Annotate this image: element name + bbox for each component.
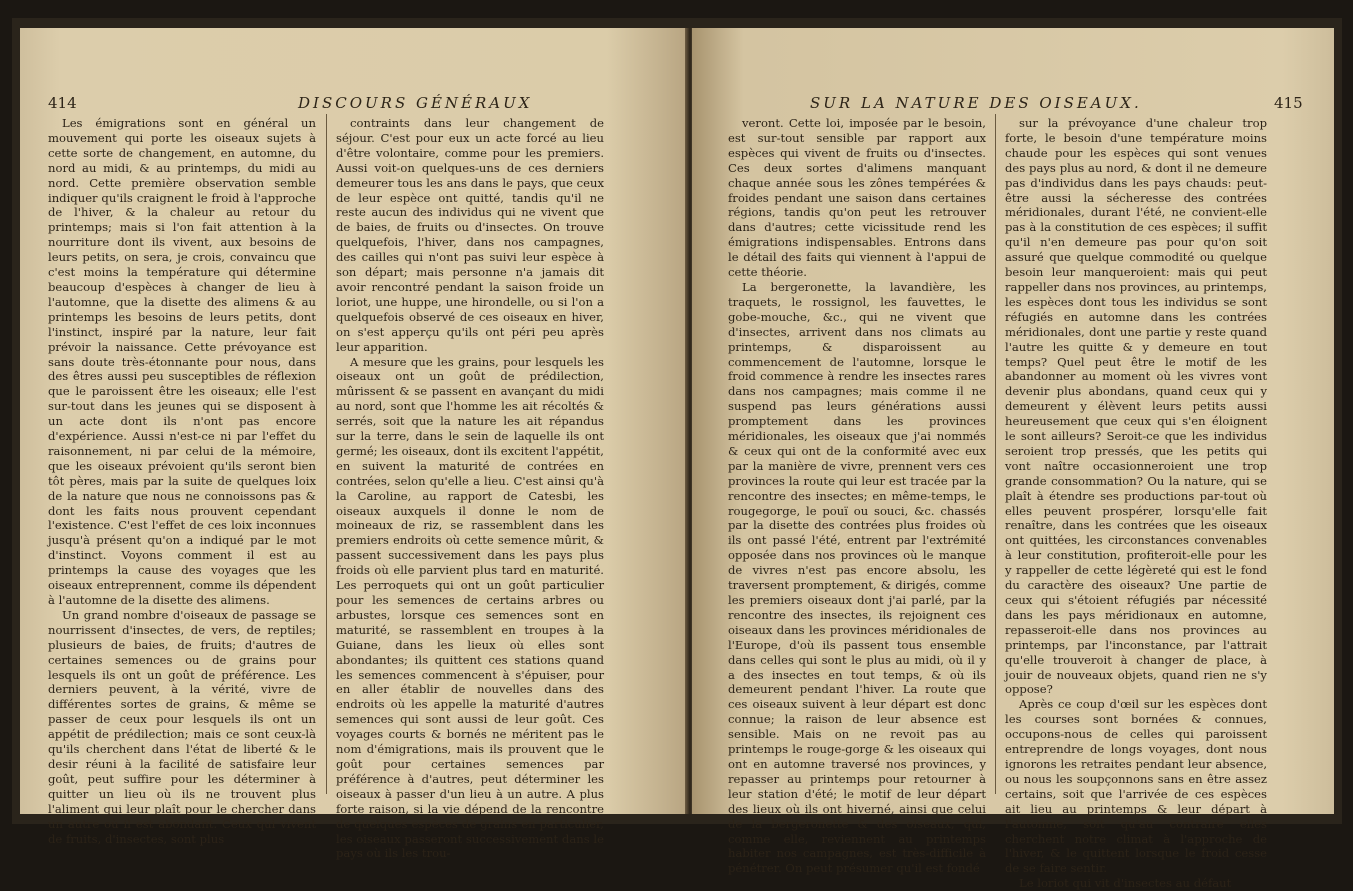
left-column-2 <box>336 116 604 861</box>
right-page <box>692 28 1334 891</box>
paragraph: Les émigrations sont en général un mouvement qui porte les oiseaux sujets à cette sorte de changement, en automne, du nord au midi, & au printemps, du midi au nord. Cette première observation semble indiquer qu'ils craignent le froid à l'approche de l'hiver, & la chaleur au retour du printemps; mais si l'on fait attention à la nourriture dont ils vivent, aux besoins de leurs petits, on sera, je crois, convaincu que c'est moins la température qui détermine beaucoup d'espèces à changer de lieu à l'automne, que la disette des alimens & au printemps les besoins de leurs petits, dont l'instinct, inspiré par la nature, leur fait prévoir la naissance. Cette prévoyance est sans doute très-étonnante pour nous, dans des êtres aussi peu susceptibles de réflexion que le paroissent être les oiseaux; elle l'est sur-tout dans les jeunes qui se disposent à un acte dont ils n'ont pas encore d'expérience. Aussi n'est-ce ni par l'effet du raisonnement, ni par celui de la mémoire, que les oiseaux prévoient qu'ils seront bien tôt pères, mais par la suite de quelques loix de la nature que nous ne connoissons pas & dont les faits nous prouvent cependant l'existence. C'est l'effet de ces loix inconnues jusqu'à présent qu'on a indiqué par le mot d'instinct. Voyons comment il est au printemps la cause des voyages que les oiseaux entreprennent, comme ils dépendent à l'automne de la disette des alimens. <box>48 116 316 607</box>
left-column-1 <box>48 116 316 846</box>
paragraph: contraints dans leur changement de séjour. C'est pour eux un acte forcé au lieu d'être volontaire, comme pour les premiers. Aussi voit-on quelques-uns de ces derniers demeurer tous les ans dans le pays, que ceux de leur espèce ont quitté, tandis qu'il ne reste aucun des individus qui ne vivent que de baies, de fruits ou d'insectes. On trouve quelquefois, l'hiver, dans nos campagnes, des cailles qui n'ont pas suivi leur espèce à son départ; mais personne n'a jamais dit avoir rencontré pendant la saison froide un loriot, une huppe, une hirondelle, ou si l'on a quelquefois observé de ces oiseaux en hiver, on s'est apperçu qu'ils ont péri peu après leur apparition. <box>336 116 604 354</box>
paragraph: A mesure que les grains, pour lesquels les oiseaux ont un goût de prédilection, mûrissent & se passent en avançant du midi au nord, sont que l'homme les ait récoltés & serrés, soit que la nature les ait répandus sur la terre, dans le sein de laquelle ils ont germé; les oiseaux, dont ils excitent l'appétit, en suivent la maturité de contrées en contrées, selon qu'elle a lieu. C'est ainsi qu'à la Caroline, au rapport de Catesbi, les oiseaux auxquels il donne le nom de moineaux de riz, se rassemblent dans les premiers endroits où cette semence mûrit, & passent successivement dans les pays plus froids où elle parvient plus tard en maturité. Les perroquets qui ont un goût particulier pour les semences de certains arbres ou arbustes, lorsque ces semences sont en maturité, se rassemblent en troupes à la Guiane, dans les lieux où elles sont abondantes; ils quittent ces stations quand les semences commencent à s'épuiser, pour en aller établir de nouvelles dans des endroits où les appelle la maturité d'autres semences qui sont aussi de leur goût. Ces voyages courts & bornés ne méritent pas le nom d'émigrations, mais ils prouvent que le goût pour certaines semences par préférence à d'autres, peut déterminer les oiseaux à passer d'un lieu à un autre. A plus forte raison, si la vie dépend de la rencontre de quelques espèces de grains en particulier, les oiseaux passeront successivement dans le pays où ils les trou- <box>336 354 604 861</box>
running-head-left: DISCOURS GÉNÉRAUX <box>298 94 533 112</box>
right-column-2 <box>1005 116 1267 891</box>
book-spread <box>12 18 1342 891</box>
running-head-right: SUR LA NATURE DES OISEAUX. <box>810 94 1142 112</box>
page-number-right: 415 <box>1274 94 1303 112</box>
column-rule <box>326 114 327 794</box>
right-column-1 <box>728 116 986 876</box>
page-number-left: 414 <box>48 94 77 112</box>
paragraph: Après ce coup d'œil sur les espèces dont les courses sont bornées & connues, occupons-nous de celles qui paroissent entreprendre de longs voyages, dont nous ignorons les retraites pendant leur absence, ou nous les soupçonnons sans en être assez certains, soit que l'arrivée de ces espèces ait lieu au printemps & leur départ à l'automne, soit qu'au contraire elles cherchent notre climat à l'approche de l'hiver, & le quittent lorsque le froid cesse de se faire sentir. <box>1005 697 1267 876</box>
paragraph: Le loriot qui vit d'insectes au défaut <box>1019 876 1232 891</box>
paragraph: sur la prévoyance d'une chaleur trop forte, le besoin d'une température moins chaude pour les espèces qui sont venues des pays plus au nord, & dont il ne demeure pas d'individus dans les pays chauds: peut-être aussi la sécheresse des contrées méridionales, durant l'été, ne convient-elle pas à la constitution de ces espèces; il suffit qu'il n'en demeure pas pour qu'on soit assuré que quelque commodité ou quelque besoin leur manqueroient: mais qui peut rappeller dans nos provinces, au printemps, les espèces dont tous les individus se sont réfugiés en automne dans les contrées méridionales, dont une partie y reste quand l'autre les quitte & y demeure en tout temps? Quel peut être le motif de les abandonner au moment où les vivres vont devenir plus abondans, quand ceux qui y demeurent y élèvent leurs petits aussi heureusement que ceux qui s'en éloignent le sont ailleurs? Seroit-ce que les individus seroient trop pressés, que les petits qui vont naître occasionneroient une trop grande consommation? Ou la nature, qui se plaît à étendre ses productions par-tout où elles peuvent prospérer, lorsqu'elle fait renaître, dans les contrées que les oiseaux ont quittées, les circonstances convenables à leur constitution, profiteroit-elle pour les y rappeller de cette légèreté qui est le fond du caractère des oiseaux? Une partie de ceux qui s'étoient réfugiés par nécessité dans les pays méridionaux en automne, repasseroit-elle dans nos provinces au printemps, par l'inconstance, par l'attrait qu'elle trouveroit à changer de place, à jouir de nouveaux objets, quand rien ne s'y oppose? <box>1005 116 1267 697</box>
column-rule <box>995 114 996 794</box>
paragraph: Un grand nombre d'oiseaux de passage se nourrissent d'insectes, de vers, de reptiles; plusieurs de baies, de fruits; d'autres de certaines semences ou de grains pour lesquels ils ont un goût de préférence. Les derniers peuvent, à la vérité, vivre de différentes sortes de grains, & même se passer de ceux pour lesquels ils ont un appétit de prédilection; mais ce sont ceux-là qu'ils cherchent dans l'état de liberté & le desir réuni à la facilité de satisfaire leur goût, peut suffire pour les déterminer à quitter un lieu où ils ne trouvent plus l'aliment qui leur plaît pour le chercher dans un autre où il est abondant. Ceux qui vivent de fruits, d'insectes, sont plus <box>48 607 316 846</box>
left-page <box>20 28 688 861</box>
paragraph: veront. Cette loi, imposée par le besoin, est sur-tout sensible par rapport aux espèces qui vivent de fruits ou d'insectes. Ces deux sortes d'alimens manquant chaque année sous les zônes tempérées & froides pendant une saison dans certaines régions, tandis qu'on peut les retrouver dans d'autres; cette vicissitude rend les émigrations indispensables. Entrons dans le détail des faits qui viennent à l'appui de cette théorie. <box>728 116 986 280</box>
paragraph: La bergeronette, la lavandière, les traquets, le rossignol, les fauvettes, le gobe-mouche, &c., qui ne vivent que d'insectes, arrivent dans nos climats au printemps, & disparoissent au commencement de l'automne, lorsque le froid commence à rendre les insectes rares dans nos campagnes; mais comme il ne suspend pas leurs générations aussi promptement dans les provinces méridionales, les oiseaux que j'ai nommés & ceux qui ont de la conformité avec eux par la manière de vivre, prennent vers ces provinces la route qui leur est tracée par la rencontre des insectes; en même-temps, le rougegorge, le pouï ou souci, &c. chassés par la disette des contrées plus froides où ils ont passé l'été, entrent par l'extrémité opposée dans nos provinces où le manque de vivres n'est pas encore absolu, les traversent promptement, & dirigés, comme les premiers oiseaux dont j'ai parlé, par la rencontre des insectes, ils rejoignent ces oiseaux dans les provinces méridionales de l'Europe, d'où ils passent tous ensemble dans celles qui sont le plus au midi, où il y a des insectes en tout temps, & où ils demeurent pendant l'hiver. La route que ces oiseaux suivent à leur départ est donc connue; la raison de leur absence est sensible. Mais on ne revoit pas au printemps le rouge-gorge & les oiseaux qui ont en automne traversé nos provinces, y repasser au printemps pour retourner à leur station d'été; le motif de leur départ des lieux où ils ont hiverné, ainsi que celui de la bergeronette & des oiseaux, qui, comme elle, reviennent au printemps habiter nos campagnes, est très-difficile à pénétrer. On peut présumer qu'il est fondé <box>728 279 986 876</box>
